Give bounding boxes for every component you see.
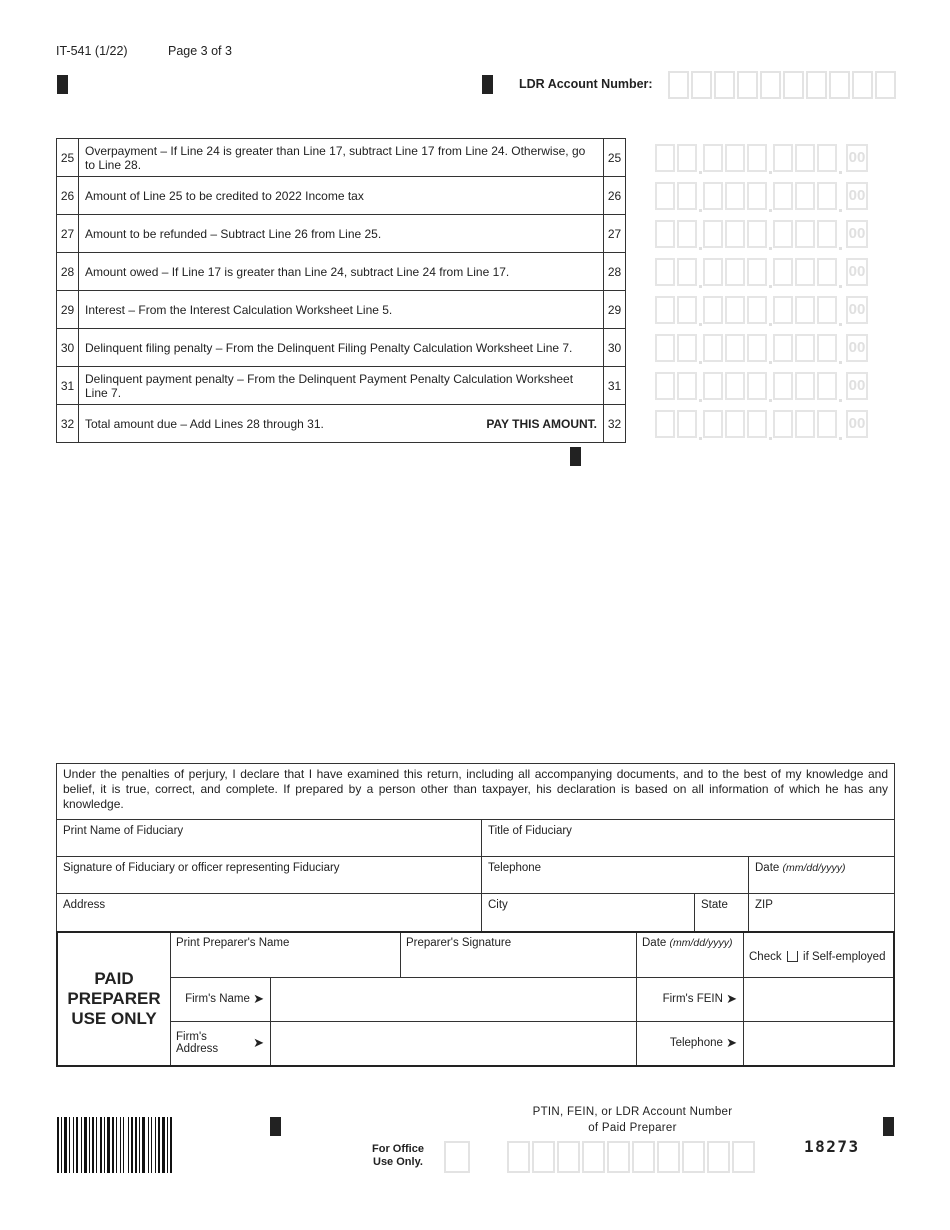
registration-mark bbox=[883, 1117, 894, 1136]
telephone-label: Telephone bbox=[488, 862, 542, 874]
line-row bbox=[57, 291, 626, 329]
line-number-right: 31 bbox=[604, 367, 626, 405]
line-row bbox=[57, 367, 626, 405]
date-field[interactable] bbox=[749, 857, 894, 893]
line-number-right: 29 bbox=[604, 291, 626, 329]
line-number: 29 bbox=[57, 291, 79, 329]
signature-block bbox=[56, 763, 895, 932]
preparer-date-field[interactable] bbox=[636, 933, 743, 977]
registration-mark bbox=[270, 1117, 281, 1136]
line-row bbox=[57, 215, 626, 253]
page-number: Page 3 of 3 bbox=[168, 44, 232, 58]
fiduciary-title-field[interactable] bbox=[482, 820, 894, 856]
cents-box: 00 bbox=[846, 296, 868, 324]
city-field[interactable] bbox=[482, 894, 695, 931]
arrow-right-icon: ➤ bbox=[726, 1035, 737, 1050]
firm-name-input[interactable] bbox=[270, 977, 636, 1021]
fiduciary-title-label: Title of Fiduciary bbox=[488, 825, 572, 837]
preparer-signature-field[interactable] bbox=[400, 933, 636, 977]
line-number-right: 25 bbox=[604, 139, 626, 177]
preparer-telephone-label: Telephone ➤ bbox=[669, 1035, 737, 1050]
state-field[interactable] bbox=[695, 894, 749, 931]
preparer-name-field[interactable] bbox=[170, 933, 400, 977]
ptin-label: PTIN, FEIN, or LDR Account Number of Paid Preparer bbox=[532, 1106, 733, 1134]
form-code: 18273 bbox=[804, 1137, 860, 1156]
pay-this-amount: PAY THIS AMOUNT. bbox=[486, 416, 597, 431]
amount-input-line-30[interactable] bbox=[655, 334, 868, 362]
zip-label: ZIP bbox=[755, 899, 773, 911]
date-label: Date bbox=[755, 862, 780, 874]
perjury-declaration: Under the penalties of perjury, I declare that I have examined this return, including all accompanying documents, and to the best of my knowledge and belief, it is true, correct, and complete. If prepared by a person other than taxpayer, his declaration is based on all information of which he has any knowledge. bbox=[57, 764, 894, 820]
arrow-right-icon: ➤ bbox=[726, 991, 737, 1006]
line-description: Delinquent payment penalty – From the Delinquent Payment Penalty Calculation Worksheet Line 7. bbox=[79, 367, 604, 405]
line-description: Interest – From the Interest Calculation Worksheet Line 5. bbox=[79, 291, 604, 329]
firm-address-input[interactable] bbox=[270, 1021, 636, 1065]
line-number-right: 28 bbox=[604, 253, 626, 291]
line-description: Delinquent filing penalty – From the Delinquent Filing Penalty Calculation Worksheet Line 7. bbox=[79, 329, 604, 367]
preparer-date-format: (mm/dd/yyyy) bbox=[669, 937, 733, 949]
line-description: Total amount due – Add Lines 28 through 31. bbox=[85, 416, 324, 431]
amount-input-line-28[interactable] bbox=[655, 258, 868, 286]
address-label: Address bbox=[63, 899, 106, 911]
arrow-right-icon: ➤ bbox=[253, 1035, 264, 1050]
self-employed-checkbox[interactable] bbox=[787, 951, 798, 962]
line-number: 28 bbox=[57, 253, 79, 291]
line-number: 30 bbox=[57, 329, 79, 367]
state-label: State bbox=[701, 899, 728, 911]
tax-lines-table bbox=[56, 138, 626, 443]
fiduciary-signature-label: Signature of Fiduciary or officer representing Fiduciary bbox=[63, 862, 340, 874]
line-description: Amount of Line 25 to be credited to 2022 Income tax bbox=[79, 177, 604, 215]
line-row bbox=[57, 329, 626, 367]
barcode bbox=[57, 1117, 228, 1173]
line-number-right: 26 bbox=[604, 177, 626, 215]
arrow-right-icon: ➤ bbox=[253, 991, 264, 1006]
registration-mark bbox=[57, 75, 68, 94]
paid-preparer-block bbox=[56, 931, 895, 1067]
date-format: (mm/dd/yyyy) bbox=[782, 862, 846, 874]
office-use-box bbox=[444, 1141, 470, 1173]
preparer-telephone-input[interactable] bbox=[743, 1021, 893, 1065]
cents-box: 00 bbox=[846, 410, 868, 438]
line-number: 31 bbox=[57, 367, 79, 405]
amount-input-line-32[interactable] bbox=[655, 410, 868, 438]
cents-box: 00 bbox=[846, 144, 868, 172]
registration-mark bbox=[570, 447, 581, 466]
line-number: 32 bbox=[57, 405, 79, 443]
amount-input-line-27[interactable] bbox=[655, 220, 868, 248]
line-description: Amount owed – If Line 17 is greater than Line 24, subtract Line 24 from Line 17. bbox=[79, 253, 604, 291]
ptin-input[interactable] bbox=[507, 1141, 757, 1173]
office-use-label: For Office Use Only. bbox=[372, 1143, 424, 1168]
amount-input-line-29[interactable] bbox=[655, 296, 868, 324]
line-number: 26 bbox=[57, 177, 79, 215]
firm-address-label: Firm's Address ➤ bbox=[176, 1031, 264, 1055]
line-number: 25 bbox=[57, 139, 79, 177]
city-label: City bbox=[488, 899, 508, 911]
line-description: Overpayment – If Line 24 is greater than Line 17, subtract Line 17 from Line 24. Otherwise, go to Line 28. bbox=[79, 139, 604, 177]
line-number-right: 32 bbox=[604, 405, 626, 443]
ldr-account-input[interactable] bbox=[668, 71, 898, 99]
address-field[interactable] bbox=[57, 894, 482, 931]
amount-input-line-25[interactable] bbox=[655, 144, 868, 172]
firm-name-label: Firm's Name ➤ bbox=[185, 991, 264, 1006]
line-description: Amount to be refunded – Subtract Line 26 from Line 25. bbox=[79, 215, 604, 253]
self-employed-check bbox=[743, 947, 893, 967]
line-number: 27 bbox=[57, 215, 79, 253]
self-employed-label: if Self-employed bbox=[803, 951, 886, 963]
preparer-date-label: Date bbox=[642, 937, 667, 949]
line-number-right: 30 bbox=[604, 329, 626, 367]
fiduciary-name-label: Print Name of Fiduciary bbox=[63, 825, 184, 837]
amount-input-line-31[interactable] bbox=[655, 372, 868, 400]
ldr-account-label: LDR Account Number: bbox=[519, 77, 653, 91]
cents-box: 00 bbox=[846, 258, 868, 286]
fiduciary-signature-field[interactable] bbox=[57, 857, 482, 893]
cents-box: 00 bbox=[846, 372, 868, 400]
amount-input-line-26[interactable] bbox=[655, 182, 868, 210]
preparer-signature-label: Preparer's Signature bbox=[406, 937, 512, 949]
line-row bbox=[57, 177, 626, 215]
telephone-field[interactable] bbox=[482, 857, 749, 893]
registration-mark bbox=[482, 75, 493, 94]
firm-fein-input[interactable] bbox=[743, 977, 893, 1021]
line-number-right: 27 bbox=[604, 215, 626, 253]
line-row bbox=[57, 139, 626, 177]
cents-box: 00 bbox=[846, 220, 868, 248]
cents-box: 00 bbox=[846, 334, 868, 362]
paid-preparer-title: PAID PREPARER USE ONLY bbox=[58, 933, 171, 1065]
line-row bbox=[57, 405, 626, 443]
zip-field[interactable] bbox=[749, 894, 894, 931]
preparer-name-label: Print Preparer's Name bbox=[176, 937, 290, 949]
firm-fein-label: Firm's FEIN ➤ bbox=[662, 991, 737, 1006]
cents-box: 00 bbox=[846, 182, 868, 210]
fiduciary-name-field[interactable] bbox=[57, 820, 482, 856]
form-id: IT-541 (1/22) bbox=[56, 44, 128, 58]
line-row bbox=[57, 253, 626, 291]
check-label: Check bbox=[749, 951, 782, 963]
